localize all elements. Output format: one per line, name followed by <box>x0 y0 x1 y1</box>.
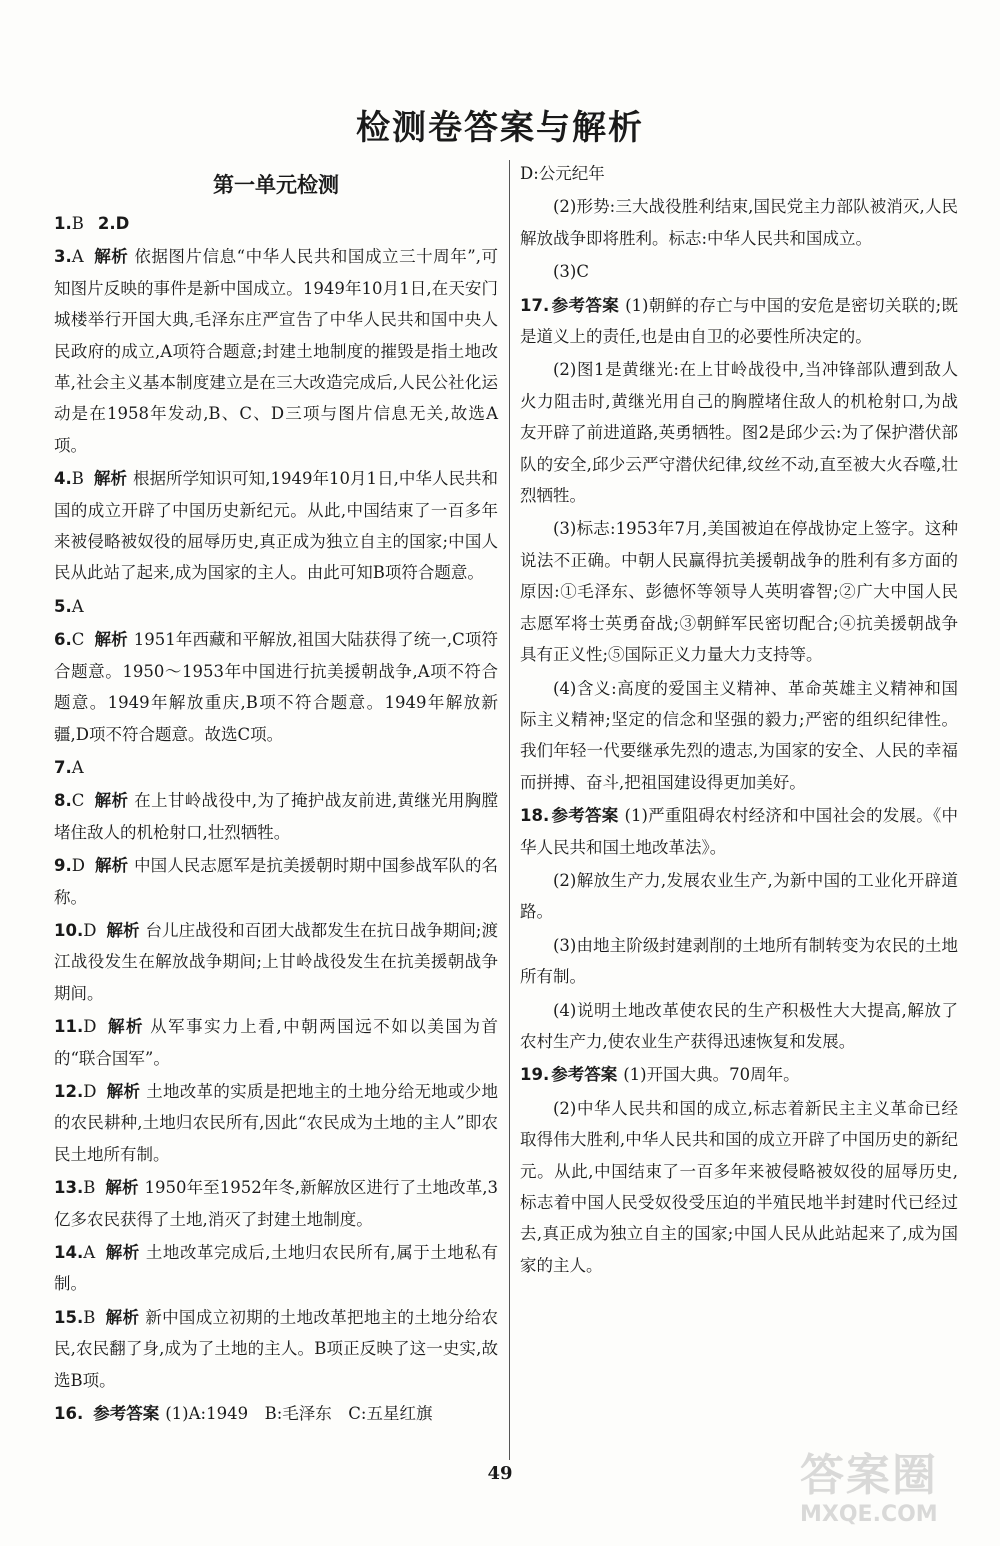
question-number: 14. <box>54 1243 84 1262</box>
explanation-label: 解析 <box>105 1307 140 1327</box>
watermark-url: MXQE.COM <box>800 1502 938 1527</box>
answer-item <box>54 915 498 1009</box>
question-number: 13. <box>54 1178 84 1198</box>
answer-item <box>54 1011 498 1074</box>
question-number: 3. <box>54 247 72 267</box>
answer-choice: D <box>83 1081 97 1101</box>
unit-title: 第一单元检测 <box>213 173 339 197</box>
explanation-text: 在上甘岭战役中,为了掩护战友前进,黄继光用胸膛堵住敌人的机枪射口,壮烈牺牲。 <box>54 791 498 842</box>
answer-item <box>54 1237 498 1300</box>
explanation-label: 解析 <box>105 1243 140 1262</box>
explanation-text: 1950年至1952年冬,新解放区进行了土地改革,3亿多农民获得了土地,消灭了封建土地制度。 <box>54 1178 498 1229</box>
explanation-label: 解析 <box>106 1017 145 1037</box>
explanation-label: 解析 <box>93 469 127 489</box>
left-column <box>54 158 498 1431</box>
answer-label: 参考答案 <box>551 806 619 826</box>
explanation-label: 参考答案 <box>93 1404 160 1424</box>
answer-item <box>54 208 498 239</box>
answer-choice: D <box>71 856 85 876</box>
explanation-label: 解析 <box>94 630 128 650</box>
answer-text: (1)开国大典。70周年。 <box>623 1065 800 1085</box>
page-number: 49 <box>487 1463 513 1484</box>
question-number: 11. <box>54 1017 84 1037</box>
answer-text: (4)说明土地改革使农民的生产积极性大大提高,解放了农村生产力,使农业生产获得迅速恢复和发展。 <box>520 1000 958 1051</box>
answer-paragraph <box>520 800 958 863</box>
answer-item <box>54 785 498 848</box>
explanation-text: 从军事实力上看,中朝两国远不如以美国为首的“联合国军”。 <box>54 1017 498 1068</box>
answer-choice: A <box>71 757 84 777</box>
answer-paragraph <box>520 256 958 287</box>
answer-text: (3)C <box>553 262 589 282</box>
question-number: 10. <box>54 920 84 940</box>
answer-label: 参考答案 <box>551 295 620 315</box>
answer-item <box>54 1302 498 1396</box>
answer-choice: C <box>71 630 85 650</box>
question-number: 8. <box>54 791 72 811</box>
answer-choice: D <box>83 920 97 940</box>
right-column <box>520 158 958 1283</box>
explanation-text: 土地改革完成后,土地归农民所有,属于土地私有制。 <box>54 1243 498 1294</box>
answer-item <box>54 1398 498 1429</box>
answer-choice: B <box>83 1178 96 1198</box>
explanation-text: 1951年西藏和平解放,祖国大陆获得了统一,C项符合题意。1950～1953年中国进行抗美援朝战争,A项不符合题意。1949年解放重庆,B项不符合题意。1949年解放新疆,D项不符合题意。故选C项。 <box>54 630 498 744</box>
left-answer-list <box>54 208 498 1429</box>
answer-choice: A <box>83 1243 96 1262</box>
question-number: 7. <box>54 757 72 777</box>
answer-text: (3)标志:1953年7月,美国被迫在停战协定上签字。这种说法不正确。中朝人民赢得抗美援朝战争的胜利有多方面的原因:①毛泽东、彭德怀等领导人英明睿智;②广大中国人民志愿军将士英勇奋战;③朝鲜军民密切配合;④抗美援朝战争具有正义性;⑤国际正义力量大力支持等。 <box>520 519 958 665</box>
answer-paragraph <box>520 865 958 928</box>
explanation-label: 解析 <box>94 856 129 876</box>
watermark-logo <box>800 1450 980 1540</box>
answer-text: D:公元纪年 <box>520 164 605 183</box>
answer-paragraph <box>520 290 958 353</box>
page-title: 检测卷答案与解析 <box>356 108 644 148</box>
answer-paragraph <box>520 191 958 254</box>
answer-text: (1)严重阻碍农村经济和中国社会的发展。《中华人民共和国土地改革法》。 <box>520 806 958 857</box>
answer-paragraph <box>520 513 958 670</box>
answer-item <box>54 752 498 783</box>
question-number: 4. <box>54 469 72 489</box>
answer-item <box>54 624 498 750</box>
explanation-text: 依据图片信息“中华人民共和国成立三十周年”,可知图片反映的事件是新中国成立。1949年10月1日,在天安门城楼举行开国大典,毛泽东庄严宣告了中华人民共和国中央人民政府的成立,A项符合题意;封建土地制度的摧毁是指土地改革,社会主义基本制度建立是在三大改造完成后,人民公社化运动是在1958年发动,B、C、D三项与图片信息无关,故选A项。 <box>54 247 498 455</box>
explanation-text: 土地改革的实质是把地主的土地分给无地或少地的农民耕种,土地归农民所有,因此“农民成为土地的主人”即农民土地所有制。 <box>54 1081 499 1164</box>
answer-text: (2)解放生产力,发展农业生产,为新中国的工业化开辟道路。 <box>520 870 958 922</box>
explanation-label: 解析 <box>94 791 129 811</box>
answer-paragraph <box>520 158 958 189</box>
answer-text: (3)由地主阶级封建剥削的土地所有制转变为农民的土地所有制。 <box>520 935 958 987</box>
watermark-text: 答案圈 <box>800 1450 938 1501</box>
answer-text: (1)朝鲜的存亡与中国的安危是密切关联的;既是道义上的责任,也是由自卫的必要性所决定的。 <box>520 295 958 347</box>
answer-choice: C <box>71 791 85 811</box>
answer-text: (4)含义:高度的爱国主义精神、革命英雄主义精神和国际主义精神;坚定的信念和坚强的毅力;严密的组织纪律性。我们年轻一代要继承先烈的遗志,为国家的安全、人民的幸福而拼搏、奋斗,把祖国建设得更加美好。 <box>520 678 958 792</box>
answer-choice: A <box>71 596 84 616</box>
question-number: 1. <box>54 214 72 233</box>
explanation-text: 台儿庄战役和百团大战都发生在抗日战争期间;渡江战役发生在解放战争期间;上甘岭战役发生在抗美援朝战争期间。 <box>54 920 499 1003</box>
question-number: 6. <box>54 630 72 650</box>
answer-extra: 2.D <box>97 214 130 233</box>
answer-paragraph <box>520 673 958 799</box>
question-number: 19. <box>520 1065 550 1085</box>
right-answer-list <box>520 158 958 1281</box>
question-number: 16. <box>54 1404 84 1424</box>
answer-item <box>54 1172 498 1235</box>
answer-choice: D <box>83 1017 97 1037</box>
column-divider <box>509 160 510 1460</box>
question-number: 18. <box>520 806 550 826</box>
explanation-label: 解析 <box>93 247 129 267</box>
answer-choice: B <box>71 469 84 489</box>
explanation-label: 解析 <box>105 1178 139 1198</box>
question-number: 15. <box>54 1307 84 1327</box>
question-number: 12. <box>54 1081 84 1101</box>
answer-choice: B <box>71 214 84 233</box>
answer-choice: B <box>83 1307 96 1327</box>
answer-label: 参考答案 <box>551 1065 618 1085</box>
answer-item <box>54 1076 498 1170</box>
explanation-label: 解析 <box>106 1081 141 1101</box>
answer-choice: A <box>71 247 84 267</box>
answer-item <box>54 591 498 622</box>
answer-paragraph <box>520 1059 958 1090</box>
answer-item <box>54 850 498 913</box>
answer-text: (2)图1是黄继光:在上甘岭战役中,当冲锋部队遭到敌人火力阻击时,黄继光用自己的胸膛堵住敌人的机枪射口,为战友开辟了前进道路,英勇牺牲。图2是邱少云:为了保护潜伏部队的安全,邱少云严守潜伏纪律,纹丝不动,直至被大火吞噬,壮烈牺牲。 <box>520 360 958 506</box>
explanation-text: 中国人民志愿军是抗美援朝时期中国参战军队的名称。 <box>54 856 499 907</box>
answer-paragraph <box>520 1093 958 1281</box>
answer-item <box>54 463 498 589</box>
answer-paragraph <box>520 995 958 1058</box>
answer-text: (2)形势:三大战役胜利结束,国民党主力部队被消灭,人民解放战争即将胜利。标志:中华人民共和国成立。 <box>520 197 958 248</box>
answer-item <box>54 241 498 461</box>
explanation-text: 新中国成立初期的土地改革把地主的土地分给农民,农民翻了身,成为了土地的主人。B项正反映了这一史实,故选B项。 <box>54 1307 499 1390</box>
answer-paragraph <box>520 930 958 993</box>
question-number: 9. <box>54 856 72 876</box>
answer-paragraph <box>520 354 958 511</box>
explanation-text: 根据所学知识可知,1949年10月1日,中华人民共和国的成立开辟了中国历史新纪元。从此,中国结束了一百多年来被侵略被奴役的屈辱历史,真正成为独立自主的国家;中国人民从此站了起来,成为国家的主人。由此可知B项符合题意。 <box>54 469 499 583</box>
explanation-text: (1)A:1949 B:毛泽东 C:五星红旗 <box>165 1404 433 1424</box>
question-number: 17. <box>520 295 550 315</box>
explanation-label: 解析 <box>106 920 140 940</box>
answer-text: (2)中华人民共和国的成立,标志着新民主主义革命已经取得伟大胜利,中华人民共和国的成立开辟了中国历史的新纪元。从此,中国结束了一百多年来被侵略被奴役的屈辱历史,标志着中国人民受奴役受压迫的半殖民地半封建时代已经过去,真正成为独立自主的国家;中国人民从此站起来了,成为国家的主人。 <box>520 1098 958 1275</box>
question-number: 5. <box>54 596 72 616</box>
